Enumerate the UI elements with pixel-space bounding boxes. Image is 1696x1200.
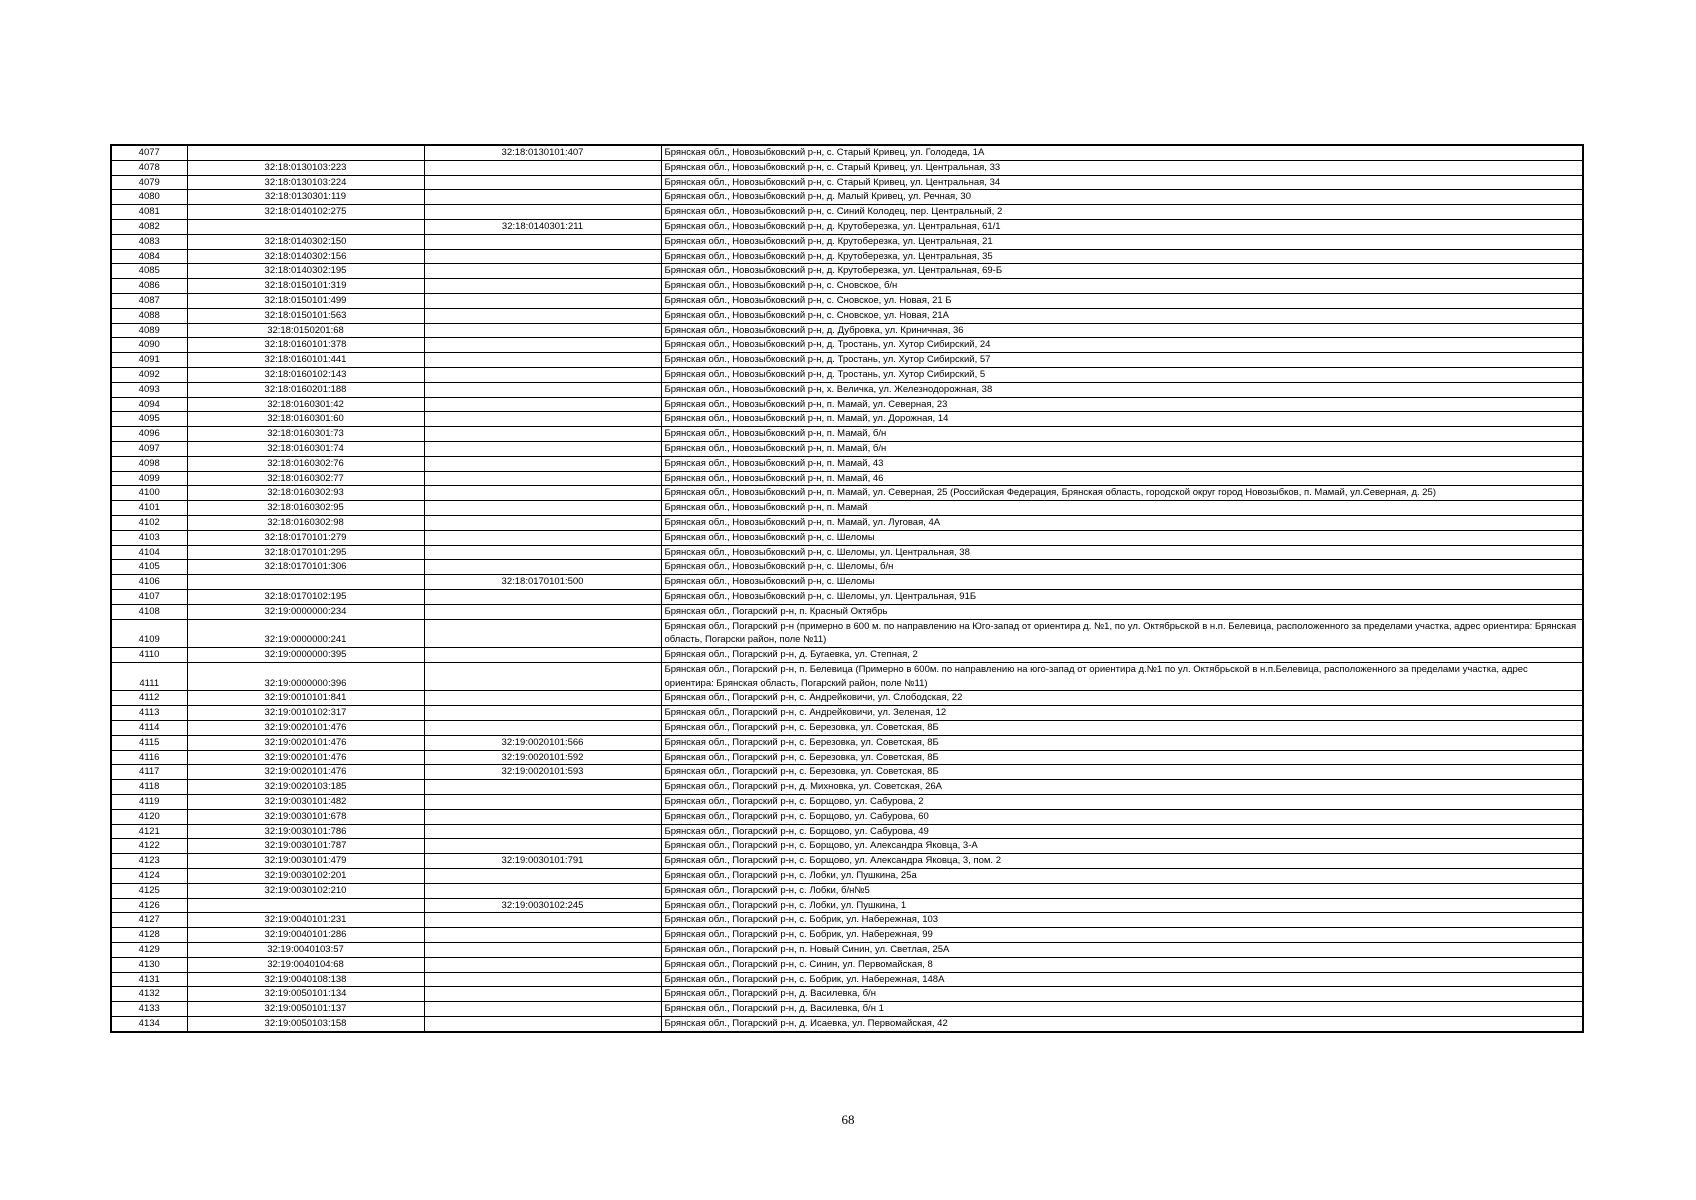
cadastral-number-cell: 32:18:0160302:77: [187, 471, 424, 486]
cadastral-number-cell: 32:19:0030101:482: [187, 795, 424, 810]
parent-cadastral-number-cell: [424, 987, 661, 1002]
parent-cadastral-number-cell: [424, 471, 661, 486]
address-cell: Брянская обл., Погарский р-н, с. Бобрик, ул. Набережная, 148А: [661, 972, 1583, 987]
parent-cadastral-number-cell: [424, 323, 661, 338]
table-row: [111, 662, 1583, 691]
address-cell: Брянская обл., Новозыбковский р-н, с. Сновское, ул. Новая, 21 Б: [661, 293, 1583, 308]
table-row: [111, 780, 1583, 795]
parent-cadastral-number-cell: [424, 486, 661, 501]
cadastral-number-cell: 32:19:0030101:678: [187, 809, 424, 824]
cadastral-number-cell: 32:18:0160302:76: [187, 456, 424, 471]
table-row: [111, 190, 1583, 205]
page-number: 68: [841, 1112, 855, 1127]
cadastral-number-cell: 32:18:0140102:275: [187, 205, 424, 220]
row-number-cell: 4102: [111, 515, 187, 530]
table-row: [111, 854, 1583, 869]
row-number-cell: 4087: [111, 293, 187, 308]
cadastral-number-cell: 32:19:0020101:476: [187, 750, 424, 765]
cadastral-number-cell: 32:18:0150101:319: [187, 279, 424, 294]
parent-cadastral-number-cell: [424, 824, 661, 839]
table-row: [111, 427, 1583, 442]
parent-cadastral-number-cell: [424, 160, 661, 175]
row-number-cell: 4124: [111, 869, 187, 884]
parent-cadastral-number-cell: [424, 530, 661, 545]
cadastral-number-cell: 32:19:0020101:476: [187, 765, 424, 780]
table-row: [111, 575, 1583, 590]
row-number-cell: 4111: [111, 662, 187, 691]
row-number-cell: 4117: [111, 765, 187, 780]
address-cell: Брянская обл., Новозыбковский р-н, д. Малый Кривец, ул. Речная, 30: [661, 190, 1583, 205]
cadastral-number-cell: [187, 145, 424, 160]
address-cell: Брянская обл., Новозыбковский р-н, д. Тростань, ул. Хутор Сибирский, 24: [661, 338, 1583, 353]
address-cell: Брянская обл., Погарский р-н, с. Березовка, ул. Советская, 8Б: [661, 765, 1583, 780]
table-row: [111, 219, 1583, 234]
cadastral-number-cell: 32:18:0170101:279: [187, 530, 424, 545]
address-cell: Брянская обл., Новозыбковский р-н, п. Мамай, ул. Луговая, 4А: [661, 515, 1583, 530]
table-row: [111, 515, 1583, 530]
cadastral-number-cell: 32:19:0050103:158: [187, 1017, 424, 1032]
table-row: [111, 883, 1583, 898]
table-row: [111, 456, 1583, 471]
table-row: [111, 824, 1583, 839]
address-cell: Брянская обл., Погарский р-н, д. Василевка, б/н 1: [661, 1002, 1583, 1017]
table-row: [111, 765, 1583, 780]
parent-cadastral-number-cell: [424, 456, 661, 471]
address-cell: Брянская обл., Новозыбковский р-н, д. Крутоберезка, ул. Центральная, 21: [661, 234, 1583, 249]
table-row: [111, 323, 1583, 338]
address-cell: Брянская обл., Погарский р-н, с. Борщово, ул. Александра Яковца, 3-А: [661, 839, 1583, 854]
address-cell: Брянская обл., Погарский р-н, с. Лобки, ул. Пушкина, 1: [661, 898, 1583, 913]
parent-cadastral-number-cell: [424, 205, 661, 220]
row-number-cell: 4112: [111, 691, 187, 706]
row-number-cell: 4096: [111, 427, 187, 442]
row-number-cell: 4090: [111, 338, 187, 353]
cadastral-number-cell: 32:19:0000000:395: [187, 648, 424, 663]
parent-cadastral-number-cell: [424, 175, 661, 190]
table-row: [111, 1002, 1583, 1017]
row-number-cell: 4120: [111, 809, 187, 824]
table-row: [111, 735, 1583, 750]
parent-cadastral-number-cell: [424, 869, 661, 884]
address-cell: Брянская обл., Погарский р-н, д. Михновка, ул. Советская, 26А: [661, 780, 1583, 795]
address-cell: Брянская обл., Новозыбковский р-н, п. Мамай: [661, 501, 1583, 516]
cadastral-number-cell: 32:18:0170101:306: [187, 560, 424, 575]
cadastral-number-cell: 32:18:0160301:42: [187, 397, 424, 412]
parent-cadastral-number-cell: [424, 353, 661, 368]
parent-cadastral-number-cell: [424, 308, 661, 323]
parent-cadastral-number-cell: [424, 648, 661, 663]
row-number-cell: 4134: [111, 1017, 187, 1032]
row-number-cell: 4110: [111, 648, 187, 663]
parent-cadastral-number-cell: [424, 706, 661, 721]
parent-cadastral-number-cell: [424, 957, 661, 972]
parent-cadastral-number-cell: [424, 427, 661, 442]
row-number-cell: 4099: [111, 471, 187, 486]
table-row: [111, 338, 1583, 353]
cadastral-number-cell: 32:18:0150101:499: [187, 293, 424, 308]
parent-cadastral-number-cell: [424, 441, 661, 456]
address-cell: Брянская обл., Погарский р-н, д. Бугаевка, ул. Степная, 2: [661, 648, 1583, 663]
row-number-cell: 4119: [111, 795, 187, 810]
row-number-cell: 4125: [111, 883, 187, 898]
table-row: [111, 308, 1583, 323]
row-number-cell: 4093: [111, 382, 187, 397]
parent-cadastral-number-cell: [424, 515, 661, 530]
table-row: [111, 205, 1583, 220]
address-cell: Брянская обл., Погарский р-н, с. Борщово, ул. Сабурова, 2: [661, 795, 1583, 810]
address-cell: Брянская обл., Погарский р-н, с. Лобки, б/н№5: [661, 883, 1583, 898]
table-row: [111, 619, 1583, 648]
row-number-cell: 4105: [111, 560, 187, 575]
cadastral-number-cell: [187, 575, 424, 590]
address-cell: Брянская обл., Новозыбковский р-н, д. Дубровка, ул. Криничная, 36: [661, 323, 1583, 338]
address-cell: Брянская обл., Новозыбковский р-н, п. Мамай, ул. Северная, 25 (Российская Федерация, Брянская область, городской округ город Новозыбков, п. Мамай, ул.Северная, д. 25): [661, 486, 1583, 501]
table-row: [111, 839, 1583, 854]
cadastral-number-cell: [187, 219, 424, 234]
cadastral-number-cell: 32:19:0020103:185: [187, 780, 424, 795]
parent-cadastral-number-cell: [424, 604, 661, 619]
address-cell: Брянская обл., Погарский р-н, п. Красный Октябрь: [661, 604, 1583, 619]
row-number-cell: 4123: [111, 854, 187, 869]
cadastral-number-cell: 32:19:0030101:479: [187, 854, 424, 869]
table-row: [111, 1017, 1583, 1032]
parent-cadastral-number-cell: [424, 367, 661, 382]
parent-cadastral-number-cell: [424, 1002, 661, 1017]
table-row: [111, 264, 1583, 279]
table-row: [111, 160, 1583, 175]
parent-cadastral-number-cell: [424, 397, 661, 412]
parent-cadastral-number-cell: [424, 264, 661, 279]
address-cell: Брянская обл., Погарский р-н, п. Белевица (Примерно в 600м. по направлению на юго-запад от ориентира д.№1 по ул. Октябрьской в н.п.Белевица, расположенного за пределами участка, адрес ориентира: Брянская область, Погарский район, поле №11): [661, 662, 1583, 691]
table-row: [111, 441, 1583, 456]
row-number-cell: 4083: [111, 234, 187, 249]
parent-cadastral-number-cell: [424, 795, 661, 810]
row-number-cell: 4085: [111, 264, 187, 279]
cadastral-number-cell: 32:19:0040101:286: [187, 928, 424, 943]
parent-cadastral-number-cell: [424, 249, 661, 264]
cadastral-number-cell: 32:18:0160302:95: [187, 501, 424, 516]
table-row: [111, 957, 1583, 972]
cadastral-number-cell: 32:18:0170102:195: [187, 589, 424, 604]
address-cell: Брянская обл., Погарский р-н, с. Березовка, ул. Советская, 8Б: [661, 750, 1583, 765]
cadastral-number-cell: 32:19:0000000:234: [187, 604, 424, 619]
address-cell: Брянская обл., Новозыбковский р-н, с. Старый Кривец, ул. Центральная, 33: [661, 160, 1583, 175]
row-number-cell: 4094: [111, 397, 187, 412]
row-number-cell: 4089: [111, 323, 187, 338]
table-row: [111, 987, 1583, 1002]
cadastral-number-cell: 32:18:0140302:195: [187, 264, 424, 279]
table-row: [111, 397, 1583, 412]
row-number-cell: 4101: [111, 501, 187, 516]
cadastral-number-cell: 32:19:0000000:241: [187, 619, 424, 648]
row-number-cell: 4118: [111, 780, 187, 795]
address-cell: Брянская обл., Новозыбковский р-н, п. Мамай, ул. Северная, 23: [661, 397, 1583, 412]
address-cell: Брянская обл., Новозыбковский р-н, с. Синий Колодец, пер. Центральный, 2: [661, 205, 1583, 220]
cadastral-number-cell: 32:18:0160302:93: [187, 486, 424, 501]
table-row: [111, 928, 1583, 943]
table-row: [111, 898, 1583, 913]
parent-cadastral-number-cell: [424, 691, 661, 706]
table-row: [111, 471, 1583, 486]
table-row: [111, 545, 1583, 560]
row-number-cell: 4106: [111, 575, 187, 590]
address-cell: Брянская обл., Новозыбковский р-н, с. Сновское, ул. Новая, 21А: [661, 308, 1583, 323]
parent-cadastral-number-cell: 32:19:0020101:592: [424, 750, 661, 765]
table-row: [111, 809, 1583, 824]
table-row: [111, 145, 1583, 160]
row-number-cell: 4132: [111, 987, 187, 1002]
table-row: [111, 353, 1583, 368]
table-row: [111, 530, 1583, 545]
address-cell: Брянская обл., Погарский р-н, с. Бобрик, ул. Набережная, 99: [661, 928, 1583, 943]
cadastral-number-cell: 32:19:0040108:138: [187, 972, 424, 987]
address-cell: Брянская обл., Новозыбковский р-н, с. Шеломы, ул. Центральная, 38: [661, 545, 1583, 560]
row-number-cell: 4121: [111, 824, 187, 839]
cadastral-number-cell: 32:18:0160301:60: [187, 412, 424, 427]
address-cell: Брянская обл., Новозыбковский р-н, с. Шеломы: [661, 530, 1583, 545]
cadastral-number-cell: 32:19:0040104:68: [187, 957, 424, 972]
table-row: [111, 795, 1583, 810]
cadastral-number-cell: 32:18:0130103:224: [187, 175, 424, 190]
row-number-cell: 4095: [111, 412, 187, 427]
row-number-cell: 4107: [111, 589, 187, 604]
cadastral-number-cell: 32:18:0170101:295: [187, 545, 424, 560]
table-row: [111, 382, 1583, 397]
cadastral-number-cell: 32:19:0030102:210: [187, 883, 424, 898]
parent-cadastral-number-cell: [424, 190, 661, 205]
address-cell: Брянская обл., Новозыбковский р-н, с. Шеломы: [661, 575, 1583, 590]
parent-cadastral-number-cell: 32:18:0130101:407: [424, 145, 661, 160]
row-number-cell: 4078: [111, 160, 187, 175]
parent-cadastral-number-cell: 32:18:0170101:500: [424, 575, 661, 590]
cadastral-number-cell: 32:18:0140302:156: [187, 249, 424, 264]
row-number-cell: 4126: [111, 898, 187, 913]
cadastral-number-cell: 32:18:0160302:98: [187, 515, 424, 530]
row-number-cell: 4103: [111, 530, 187, 545]
row-number-cell: 4080: [111, 190, 187, 205]
address-cell: Брянская обл., Новозыбковский р-н, п. Мамай, 43: [661, 456, 1583, 471]
table-row: [111, 293, 1583, 308]
parent-cadastral-number-cell: 32:19:0020101:593: [424, 765, 661, 780]
row-number-cell: 4122: [111, 839, 187, 854]
address-cell: Брянская обл., Новозыбковский р-н, с. Шеломы, ул. Центральная, 91Б: [661, 589, 1583, 604]
table-row: [111, 560, 1583, 575]
row-number-cell: 4084: [111, 249, 187, 264]
row-number-cell: 4077: [111, 145, 187, 160]
parent-cadastral-number-cell: [424, 293, 661, 308]
address-cell: Брянская обл., Погарский р-н, д. Исаевка, ул. Первомайская, 42: [661, 1017, 1583, 1032]
row-number-cell: 4108: [111, 604, 187, 619]
table-row: [111, 279, 1583, 294]
parent-cadastral-number-cell: [424, 972, 661, 987]
address-cell: Брянская обл., Погарский р-н (примерно в 600 м. по направлению на Юго-запад от ориентира д. №1, по ул. Октябрьской в н.п. Белевица, расположенного за пределами участка, адрес ориентира: Брянская область, Погарски район, поле №11): [661, 619, 1583, 648]
table-row: [111, 721, 1583, 736]
table-row: [111, 412, 1583, 427]
cadastral-number-cell: 32:19:0020101:476: [187, 721, 424, 736]
parent-cadastral-number-cell: [424, 662, 661, 691]
row-number-cell: 4091: [111, 353, 187, 368]
parent-cadastral-number-cell: [424, 809, 661, 824]
row-number-cell: 4081: [111, 205, 187, 220]
cadastral-number-cell: 32:18:0130103:223: [187, 160, 424, 175]
address-cell: Брянская обл., Новозыбковский р-н, д. Тростань, ул. Хутор Сибирский, 57: [661, 353, 1583, 368]
table-row: [111, 972, 1583, 987]
table-row: [111, 691, 1583, 706]
address-cell: Брянская обл., Новозыбковский р-н, п. Мамай, ул. Дорожная, 14: [661, 412, 1583, 427]
table-row: [111, 750, 1583, 765]
parent-cadastral-number-cell: 32:19:0030101:791: [424, 854, 661, 869]
parent-cadastral-number-cell: 32:19:0030102:245: [424, 898, 661, 913]
table-body: [111, 145, 1583, 1032]
row-number-cell: 4131: [111, 972, 187, 987]
cadastral-number-cell: 32:19:0050101:137: [187, 1002, 424, 1017]
row-number-cell: 4113: [111, 706, 187, 721]
address-cell: Брянская обл., Новозыбковский р-н, с. Старый Кривец, ул. Центральная, 34: [661, 175, 1583, 190]
row-number-cell: 4104: [111, 545, 187, 560]
cadastral-number-cell: 32:18:0150101:563: [187, 308, 424, 323]
parent-cadastral-number-cell: [424, 943, 661, 958]
row-number-cell: 4128: [111, 928, 187, 943]
row-number-cell: 4086: [111, 279, 187, 294]
cadastral-number-cell: 32:19:0010102:317: [187, 706, 424, 721]
address-cell: Брянская обл., Новозыбковский р-н, п. Мамай, 46: [661, 471, 1583, 486]
address-cell: Брянская обл., Новозыбковский р-н, с. Шеломы, б/н: [661, 560, 1583, 575]
address-cell: Брянская обл., Погарский р-н, с. Лобки, ул. Пушкина, 25а: [661, 869, 1583, 884]
table-row: [111, 175, 1583, 190]
parent-cadastral-number-cell: [424, 560, 661, 575]
row-number-cell: 4092: [111, 367, 187, 382]
property-table: [110, 144, 1584, 1033]
parent-cadastral-number-cell: 32:18:0140301:211: [424, 219, 661, 234]
parent-cadastral-number-cell: [424, 412, 661, 427]
row-number-cell: 4088: [111, 308, 187, 323]
address-cell: Брянская обл., Погарский р-н, с. Березовка, ул. Советская, 8Б: [661, 735, 1583, 750]
address-cell: Брянская обл., Погарский р-н, с. Березовка, ул. Советская, 8Б: [661, 721, 1583, 736]
row-number-cell: 4098: [111, 456, 187, 471]
address-cell: Брянская обл., Погарский р-н, с. Андрейковичи, ул. Слободская, 22: [661, 691, 1583, 706]
address-cell: Брянская обл., Новозыбковский р-н, д. Крутоберезка, ул. Центральная, 69-Б: [661, 264, 1583, 279]
parent-cadastral-number-cell: 32:19:0020101:566: [424, 735, 661, 750]
address-cell: Брянская обл., Новозыбковский р-н, х. Величка, ул. Железнодорожная, 38: [661, 382, 1583, 397]
table-row: [111, 234, 1583, 249]
table-row: [111, 589, 1583, 604]
parent-cadastral-number-cell: [424, 545, 661, 560]
address-cell: Брянская обл., Новозыбковский р-н, с. Старый Кривец, ул. Голодеда, 1А: [661, 145, 1583, 160]
address-cell: Брянская обл., Погарский р-н, с. Бобрик, ул. Набережная, 103: [661, 913, 1583, 928]
table-row: [111, 486, 1583, 501]
cadastral-number-cell: 32:18:0160101:441: [187, 353, 424, 368]
cadastral-number-cell: 32:18:0160101:378: [187, 338, 424, 353]
cadastral-number-cell: 32:18:0160301:74: [187, 441, 424, 456]
cadastral-number-cell: 32:18:0130301:119: [187, 190, 424, 205]
row-number-cell: 4097: [111, 441, 187, 456]
row-number-cell: 4127: [111, 913, 187, 928]
address-cell: Брянская обл., Погарский р-н, с. Борщово, ул. Сабурова, 60: [661, 809, 1583, 824]
parent-cadastral-number-cell: [424, 1017, 661, 1032]
cadastral-number-cell: 32:18:0160301:73: [187, 427, 424, 442]
table-row: [111, 501, 1583, 516]
address-cell: Брянская обл., Новозыбковский р-н, д. Тростань, ул. Хутор Сибирский, 5: [661, 367, 1583, 382]
parent-cadastral-number-cell: [424, 619, 661, 648]
parent-cadastral-number-cell: [424, 928, 661, 943]
table-row: [111, 249, 1583, 264]
row-number-cell: 4133: [111, 1002, 187, 1017]
address-cell: Брянская обл., Погарский р-н, п. Новый Синин, ул. Светлая, 25А: [661, 943, 1583, 958]
cadastral-number-cell: 32:18:0140302:150: [187, 234, 424, 249]
row-number-cell: 4100: [111, 486, 187, 501]
row-number-cell: 4109: [111, 619, 187, 648]
parent-cadastral-number-cell: [424, 501, 661, 516]
cadastral-number-cell: 32:19:0030102:201: [187, 869, 424, 884]
table-row: [111, 367, 1583, 382]
address-cell: Брянская обл., Погарский р-н, д. Василевка, б/н: [661, 987, 1583, 1002]
parent-cadastral-number-cell: [424, 883, 661, 898]
table-row: [111, 943, 1583, 958]
table-row: [111, 913, 1583, 928]
cadastral-number-cell: 32:19:0030101:787: [187, 839, 424, 854]
address-cell: Брянская обл., Новозыбковский р-н, д. Крутоберезка, ул. Центральная, 61/1: [661, 219, 1583, 234]
parent-cadastral-number-cell: [424, 839, 661, 854]
parent-cadastral-number-cell: [424, 721, 661, 736]
parent-cadastral-number-cell: [424, 589, 661, 604]
address-cell: Брянская обл., Погарский р-н, с. Борщово, ул. Сабурова, 49: [661, 824, 1583, 839]
address-cell: Брянская обл., Новозыбковский р-н, п. Мамай, б/н: [661, 427, 1583, 442]
address-cell: Брянская обл., Погарский р-н, с. Борщово, ул. Александра Яковца, 3, пом. 2: [661, 854, 1583, 869]
cadastral-number-cell: 32:18:0150201:68: [187, 323, 424, 338]
table-row: [111, 869, 1583, 884]
table-row: [111, 706, 1583, 721]
parent-cadastral-number-cell: [424, 913, 661, 928]
cadastral-number-cell: 32:19:0010101:841: [187, 691, 424, 706]
row-number-cell: 4082: [111, 219, 187, 234]
address-cell: Брянская обл., Новозыбковский р-н, п. Мамай, б/н: [661, 441, 1583, 456]
cadastral-number-cell: 32:19:0050101:134: [187, 987, 424, 1002]
cadastral-number-cell: 32:19:0040103:57: [187, 943, 424, 958]
cadastral-number-cell: 32:18:0160102:143: [187, 367, 424, 382]
row-number-cell: 4130: [111, 957, 187, 972]
cadastral-number-cell: 32:19:0020101:476: [187, 735, 424, 750]
table-row: [111, 648, 1583, 663]
parent-cadastral-number-cell: [424, 338, 661, 353]
row-number-cell: 4115: [111, 735, 187, 750]
cadastral-number-cell: 32:18:0160201:188: [187, 382, 424, 397]
parent-cadastral-number-cell: [424, 780, 661, 795]
address-cell: Брянская обл., Новозыбковский р-н, д. Крутоберезка, ул. Центральная, 35: [661, 249, 1583, 264]
row-number-cell: 4129: [111, 943, 187, 958]
address-cell: Брянская обл., Новозыбковский р-н, с. Сновское, б/н: [661, 279, 1583, 294]
row-number-cell: 4079: [111, 175, 187, 190]
table-row: [111, 604, 1583, 619]
cadastral-number-cell: 32:19:0030101:786: [187, 824, 424, 839]
address-cell: Брянская обл., Погарский р-н, с. Синин, ул. Первомайская, 8: [661, 957, 1583, 972]
cadastral-number-cell: 32:19:0000000:396: [187, 662, 424, 691]
parent-cadastral-number-cell: [424, 382, 661, 397]
row-number-cell: 4114: [111, 721, 187, 736]
address-cell: Брянская обл., Погарский р-н, с. Андрейковичи, ул. Зеленая, 12: [661, 706, 1583, 721]
cadastral-number-cell: [187, 898, 424, 913]
row-number-cell: 4116: [111, 750, 187, 765]
parent-cadastral-number-cell: [424, 234, 661, 249]
cadastral-number-cell: 32:19:0040101:231: [187, 913, 424, 928]
parent-cadastral-number-cell: [424, 279, 661, 294]
